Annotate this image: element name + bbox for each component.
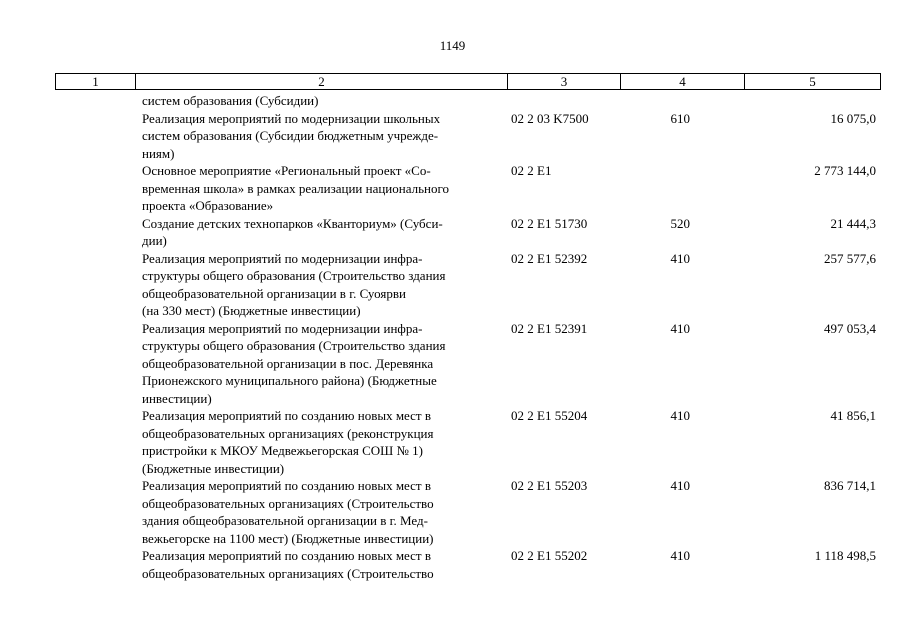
row-description: Создание детских технопарков «Кванториум» (Субси- дии) [142, 215, 443, 248]
row-description: Основное мероприятие «Региональный проект «Со- временная школа» в рамках реализации национального проекта «Образование» [142, 163, 449, 213]
row-amount: 41 856,1 [830, 408, 876, 423]
row-amount: 21 444,3 [830, 215, 876, 231]
row-code: 02 2 E1 [511, 163, 552, 178]
row-type: 410 [670, 478, 690, 493]
table-row [55, 547, 880, 582]
table-row [55, 215, 880, 250]
row-code: 02 2 E1 52391 [511, 320, 588, 336]
row-code: 02 2 E1 55203 [511, 478, 588, 493]
row-amount: 497 053,4 [824, 320, 876, 336]
table-row [55, 162, 880, 215]
row-code: 02 2 03 K7500 [511, 110, 589, 126]
header-col-1: 1 [56, 74, 136, 90]
row-amount: 1 118 498,5 [814, 548, 876, 563]
row-amount [748, 92, 880, 110]
table-body [55, 92, 880, 582]
row-description: Реализация мероприятий по модернизации школьных систем образования (Субсидии бюджетным учрежде- ниям) [142, 110, 441, 161]
table-row [55, 110, 880, 163]
header-col-2: 2 [136, 74, 508, 90]
row-code: 02 2 E1 51730 [511, 215, 588, 231]
row-amount: 836 714,1 [824, 478, 876, 493]
table-row [55, 477, 880, 547]
row-type: 610 [670, 110, 690, 126]
row-amount: 257 577,6 [824, 250, 876, 266]
row-amount: 2 773 144,0 [814, 163, 876, 178]
row-description: Реализация мероприятий по созданию новых мест в общеобразовательных организациях (Строительство [142, 548, 434, 581]
header-col-4: 4 [621, 74, 745, 90]
table-row [55, 320, 880, 408]
row-type: 410 [670, 408, 690, 423]
row-type [624, 162, 748, 215]
table-header [55, 73, 881, 90]
page-number: 1149 [439, 38, 466, 53]
row-description: Реализация мероприятий по модернизации инфра- структуры общего образования (Строительство здания общеобразовательной организации в пос. Деревянка Прионежского муниципального района) (Бюджетные инвестиции) [142, 320, 446, 406]
row-code [506, 92, 624, 110]
table-row [55, 250, 880, 320]
header-col-5: 5 [745, 74, 881, 90]
row-type: 410 [670, 320, 690, 336]
row-amount: 16 075,0 [830, 110, 876, 126]
row-description: Реализация мероприятий по созданию новых мест в общеобразовательных организациях (реконструкция пристройки к МКОУ Медвежьегорская СОШ № 1) (Бюджетные инвестиции) [142, 408, 434, 476]
row-code: 02 2 E1 52392 [511, 250, 588, 266]
row-type [624, 92, 748, 110]
table-row [55, 407, 880, 477]
row-type: 410 [670, 250, 690, 266]
row-description: Реализация мероприятий по модернизации инфра- структуры общего образования (Строительство здания общеобразовательной организации в г. Суоярви (на 330 мест) (Бюджетные инвестиции) [142, 250, 446, 318]
row-type: 410 [670, 548, 690, 563]
header-col-3: 3 [508, 74, 621, 90]
row-code: 02 2 E1 55204 [511, 408, 588, 423]
row-type: 520 [670, 215, 690, 231]
row-code: 02 2 E1 55202 [511, 548, 588, 563]
table-row [55, 92, 880, 110]
row-description: Реализация мероприятий по созданию новых мест в общеобразовательных организациях (Строительство здания общеобразовательной организации в г. Мед- вежьегорске на 1100 мест) (Бюджетные инвестиции) [142, 478, 434, 546]
row-description: систем образования (Субсидии) [142, 93, 319, 108]
